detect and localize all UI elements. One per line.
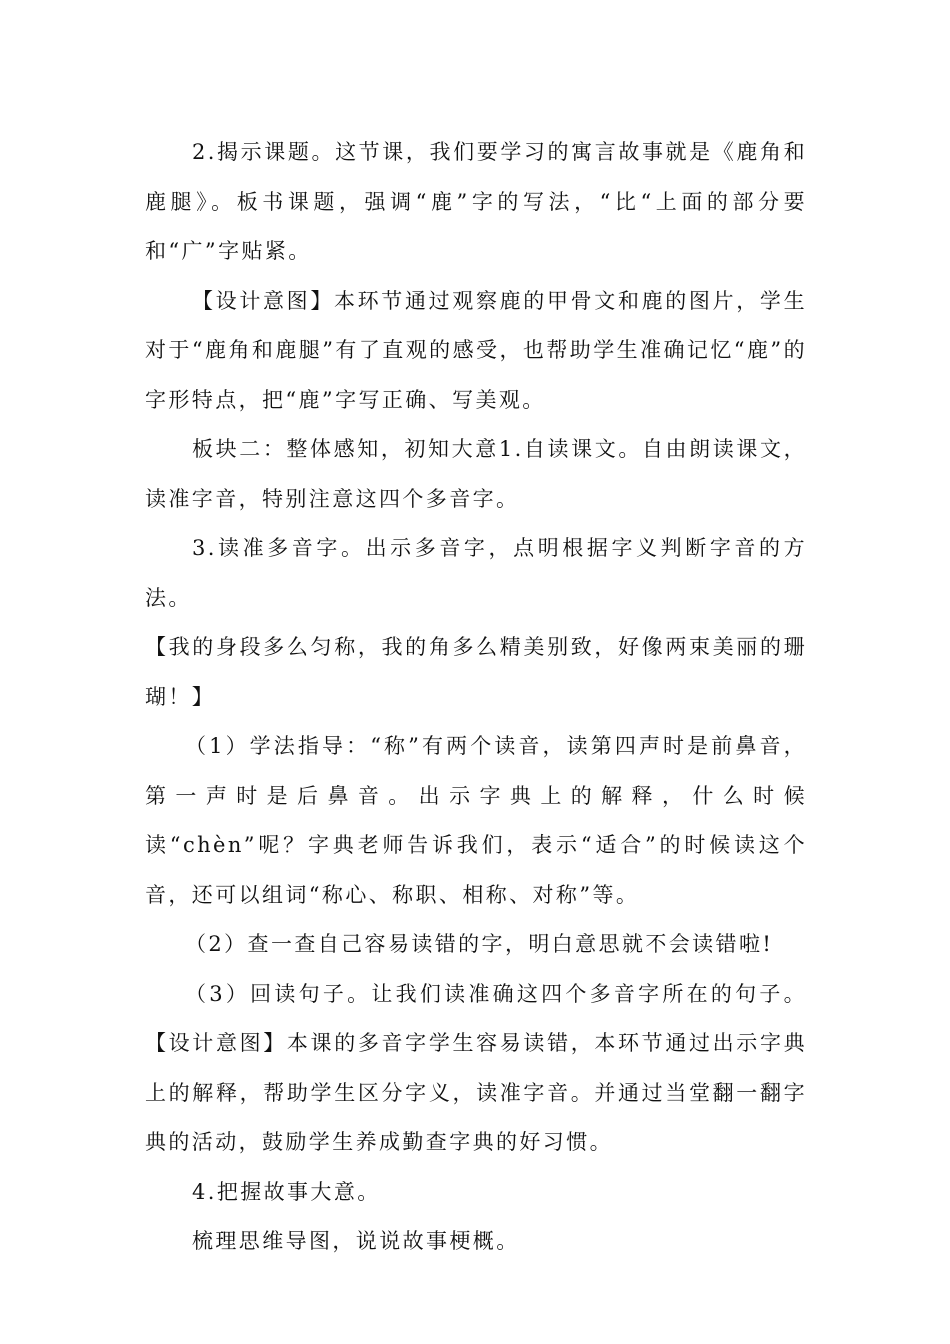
paragraph-reread-sentences: （3）回读句子。让我们读准确这四个多音字所在的句子。【设计意图】本课的多音字学生容易读错，本环节通过出示字典上的解释，帮助学生区分字义，读准字音。并通过当堂翻一翻字典的活动，鼓励学生养成勤查字典的好习惯。	[145, 981, 807, 1154]
paragraph-method-guide: （1）学法指导：“称”有两个读音，读第四声时是前鼻音，第一声时是后鼻音。出示字典上的解释，什么时候读“chèn”呢？字典老师告诉我们，表示“适合”的时候读这个音，还可以组词“称心、称职、相称、对称”等。	[145, 734, 807, 907]
paragraph-quoted-sentence: 【我的身段多么匀称，我的角多么精美别致，好像两束美丽的珊瑚！】	[145, 635, 807, 709]
paragraph-mind-map: 梳理思维导图，说说故事梗概。	[192, 1229, 520, 1253]
paragraph-check-words: （2）查一查自己容易读错的字，明白意思就不会读错啦!	[185, 932, 774, 956]
paragraph-section-two: 板块二：整体感知，初知大意1.自读课文。自由朗读课文，读准字音，特别注意这四个多音字。	[145, 437, 807, 511]
document-body	[145, 128, 807, 1267]
paragraph-polyphonic-characters: 3.读准多音字。出示多音字，点明根据字义判断字音的方法。	[145, 536, 807, 610]
paragraph-reveal-topic: 2.揭示课题。这节课，我们要学习的寓言故事就是《鹿角和鹿腿》。板书课题，强调“鹿”字的写法，“比“上面的部分要和“广”字贴紧。	[145, 140, 807, 263]
paragraph-design-intent-1: 【设计意图】本环节通过观察鹿的甲骨文和鹿的图片，学生对于“鹿角和鹿腿”有了直观的感受，也帮助学生准确记忆“鹿”的字形特点，把“鹿”字写正确、写美观。	[145, 288, 807, 412]
paragraph-story-gist: 4.把握故事大意。	[192, 1179, 381, 1204]
